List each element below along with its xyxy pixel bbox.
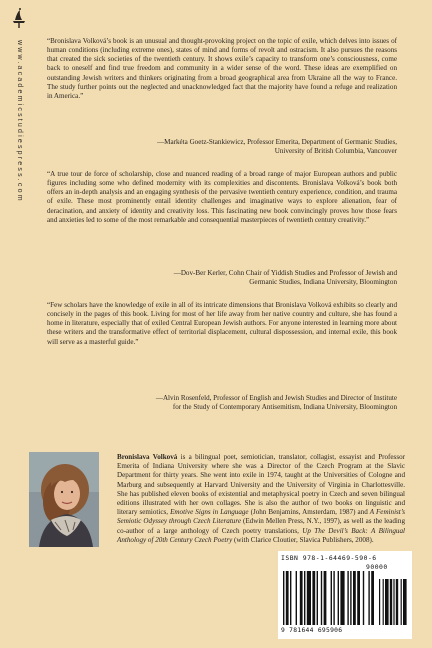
attribution-line: —Markéta Goetz-Stankiewicz, Professor Emerita, Department of Germanic Studies, [157, 138, 397, 146]
barcode-icon [283, 571, 407, 627]
attribution-line: Germanic Studies, Indiana University, Bloomington [249, 278, 397, 287]
author-biography [117, 453, 405, 545]
attribution-line: —Dov-Ber Kerler, Cohn Chair of Yiddish Studies and Professor of Jewish and [173, 269, 397, 277]
bio-text: (Edwin Mellen Press, N.Y., 1997), as well as the leading co-author of a large anthology of Czech poetry translations, [117, 517, 405, 535]
book-title: A Feminist’s Semiotic Odyssey through Czech Literature [117, 508, 405, 526]
review-attribution-3 [47, 394, 397, 412]
attribution-line: —Alvin Rosenfeld, Professor of English and Jewish Studies and Director of Institute [155, 394, 397, 402]
bio-text: (with Clarice Cloutier, Slavica Publishers, 2008). [232, 535, 374, 544]
barcode-digits: 9 781644 695906 [281, 627, 343, 634]
book-title: Emotive Signs in Language [170, 508, 249, 517]
attribution-line: for the Study of Contemporary Antisemitism, Indiana University, Bloomington [172, 403, 397, 412]
bio-text: (John Benjamins, Amsterdam, 1987) and [248, 508, 370, 517]
book-title: Up The Devil’s Back: A Bilingual Anthology of 20th Century Czech Poetry [117, 526, 405, 544]
publisher-website: www.academicstudiespress.com [16, 40, 23, 203]
review-attribution-2 [47, 269, 397, 287]
review-attribution-1 [47, 138, 397, 156]
price-code: 90000 [366, 563, 388, 571]
author-photo [29, 452, 99, 547]
review-quote-3: “Few scholars have the knowledge of exile in all of its intricate dimensions that Bronislava Volková exhibits so clearly and concisely in the pages of this book. Living for most of her life away from her native country and culture, she has found a home in literature, especially that of exiled Central European Jewish authors. For anyone interested in learning more about these writers and the transformative effect of territorial displacement, cultural dispossession, and internal exile, this book will serve as a masterful guide.” [47, 301, 397, 346]
publisher-logo-icon [11, 7, 27, 29]
isbn-label: ISBN 978-1-64469-590-6 [281, 554, 377, 562]
review-quote-2: “A true tour de force of scholarship, close and nuanced reading of a broad range of major European authors and public figures including some who defined modernity with its complexities and discontents. Bronislava Volková’s book both offers an in-depth analysis and an engaging synthesis of the pervasive twentieth century experience, condition, and trauma of exile. These most prominently entail identity challenges and imaginative ways to explore alienation, fear of deracination, and anxiety of identity and creativity loss. This fascinating new book convincingly proves how those fears and anxieties led to some of the most remarkable and consequential masterpieces of twentieth century creativity.” [47, 170, 397, 224]
author-name: Bronislava Volková [117, 453, 178, 461]
bio-text: is a bilingual poet, semiotician, translator, collagist, essayist and Professor Emerita of Indiana University where she was a Director of the Czech Program at the Slavic Department for thirty years. She went into exile in 1974, taught at the Universities of Cologne and Marburg and subsequently at Harvard University and the University of Virginia in Charlottesville. She has published eleven books of existential and metaphysical poetry in Czech and seven bilingual editions illustrated with her own collages. She is also the author of two books on linguistic and literary semiotics, [117, 453, 405, 517]
attribution-line: University of British Columbia, Vancouver [274, 147, 397, 156]
review-quote-1: “Bronislava Volková’s book is an unusual and thought-provoking project on the topic of exile, which delves into issues of human conditions (including extreme ones), states of mind and forms of revolt and ostracism. It also pursues the reasons that created the sick societies of the twentieth century. It shows exile’s capacity to transform one’s consciousness, come back to oneself and find true freedom and community in a wider sense of the word. These ideas are exemplified on outstanding Jewish writers and thinkers originating from a broad geographical area from Ukraine all the way to France. The study further points out the neglected and unacknowledged fact that the majority have found a refuge and realization in America.” [47, 37, 397, 100]
